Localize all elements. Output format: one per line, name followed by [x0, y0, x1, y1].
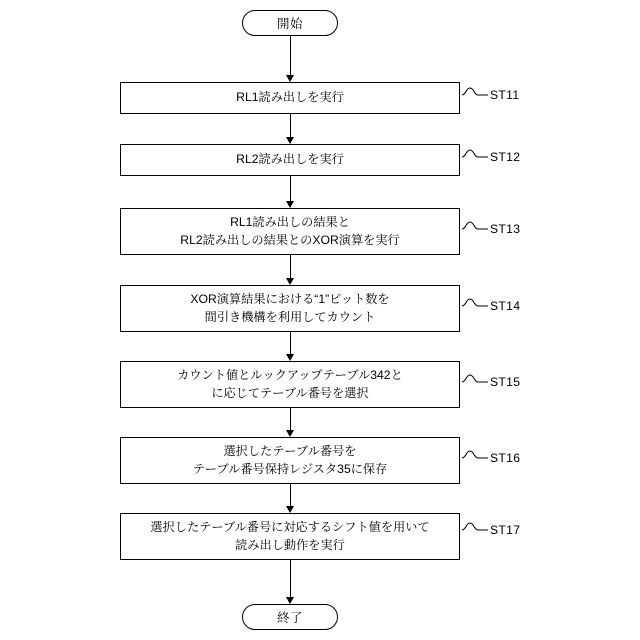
process-text-st12: RL2読み出しを実行 [236, 152, 344, 167]
process-text-st15: カウント値とルックアップテーブル342と に応じてテーブル番号を選択 [177, 367, 403, 400]
process-box-st14 [120, 285, 460, 332]
process-text-st11: RL1読み出しを実行 [236, 90, 344, 105]
leader-line-st17 [462, 519, 488, 533]
process-box-st15 [120, 361, 460, 408]
leader-line-st15 [462, 371, 488, 385]
process-box-st12 [120, 144, 460, 176]
step-label-st11: ST11 [490, 88, 520, 102]
process-box-st16 [120, 437, 460, 484]
leader-line-st11 [462, 84, 488, 98]
step-label-st15: ST15 [490, 375, 521, 389]
process-text-st16: 選択したテーブル番号を テーブル番号保持レジスタ35に保存 [192, 443, 388, 476]
step-label-st16: ST16 [490, 451, 521, 465]
step-label-st12: ST12 [490, 150, 521, 164]
leader-line-st16 [462, 447, 488, 461]
process-text-st13: RL1読み出しの結果と RL2読み出しの結果とのXOR演算を実行 [180, 214, 400, 247]
flow-end-node [242, 604, 338, 630]
flow-end-label: 終了 [276, 611, 303, 625]
process-box-st17 [120, 513, 460, 560]
process-box-st11 [120, 82, 460, 114]
leader-line-st13 [462, 218, 488, 232]
step-label-st17: ST17 [490, 523, 521, 537]
leader-line-st14 [462, 295, 488, 309]
leader-line-st12 [462, 146, 488, 160]
process-box-st13 [120, 208, 460, 255]
step-label-st14: ST14 [490, 299, 521, 313]
flow-start-node [242, 10, 338, 36]
process-text-st17: 選択したテーブル番号に対応するシフト値を用いて 読み出し動作を実行 [150, 519, 430, 552]
process-text-st14: XOR演算結果における“1”ビット数を 間引き機構を利用してカウント [190, 291, 390, 324]
step-label-st13: ST13 [490, 222, 521, 236]
flow-start-label: 開始 [276, 17, 303, 31]
